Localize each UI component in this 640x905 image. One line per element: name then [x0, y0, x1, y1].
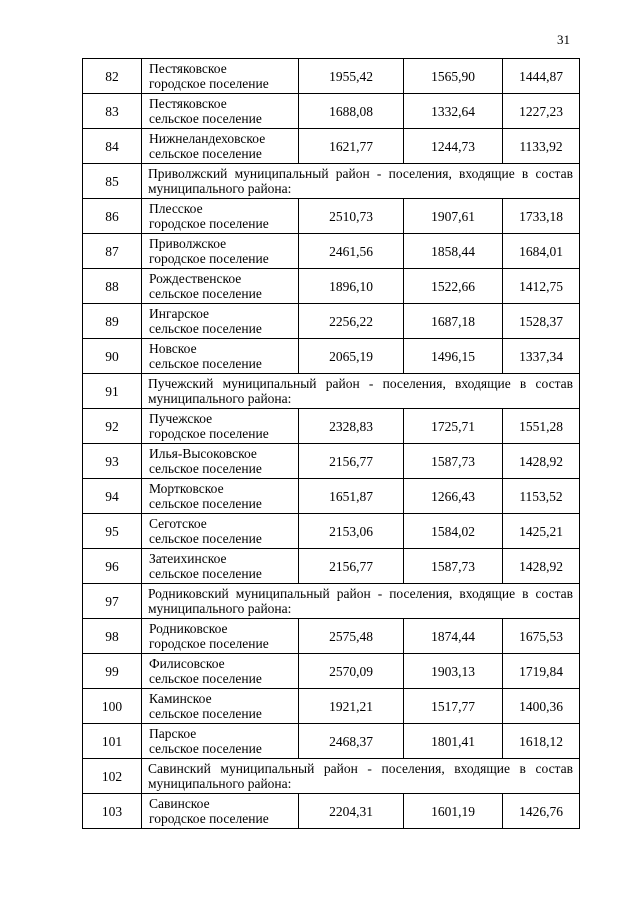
- settlement-type-line: городское поселение: [149, 76, 269, 91]
- settlement-name: [142, 409, 299, 444]
- settlement-name: [142, 689, 299, 724]
- settlement-name: [142, 234, 299, 269]
- settlement-type-line: городское поселение: [149, 216, 269, 231]
- settlement-name-line: Родниковское: [149, 621, 228, 636]
- table-body: [83, 59, 580, 829]
- settlement-type-line: сельское поселение: [149, 146, 262, 161]
- value-cell-3: 1428,92: [503, 444, 580, 479]
- table-row: [83, 619, 580, 654]
- region-header-row: [83, 374, 580, 409]
- settlement-name-line: Пучежское: [149, 411, 213, 426]
- row-number: 91: [83, 374, 142, 409]
- table-row: [83, 549, 580, 584]
- settlement-name: [142, 304, 299, 339]
- table-row: [83, 304, 580, 339]
- value-cell-1: 2570,09: [299, 654, 404, 689]
- row-number: 85: [83, 164, 142, 199]
- row-number: 99: [83, 654, 142, 689]
- region-title: Савинский муниципальный район - поселения, входящие в состав муниципального района:: [142, 759, 580, 794]
- value-cell-3: 1425,21: [503, 514, 580, 549]
- value-cell-2: 1725,71: [404, 409, 503, 444]
- table-row: [83, 689, 580, 724]
- settlement-name-line: Илья-Высоковское: [149, 446, 257, 461]
- value-cell-3: 1675,53: [503, 619, 580, 654]
- settlement-type-line: сельское поселение: [149, 566, 262, 581]
- settlement-name-line: Затеихинское: [149, 551, 227, 566]
- value-cell-2: 1907,61: [404, 199, 503, 234]
- value-cell-2: 1517,77: [404, 689, 503, 724]
- settlement-name: [142, 129, 299, 164]
- row-number: 82: [83, 59, 142, 94]
- row-number: 92: [83, 409, 142, 444]
- table-row: [83, 129, 580, 164]
- value-cell-2: 1332,64: [404, 94, 503, 129]
- value-cell-3: 1428,92: [503, 549, 580, 584]
- row-number: 103: [83, 794, 142, 829]
- settlement-name-line: Каминское: [149, 691, 212, 706]
- value-cell-3: 1412,75: [503, 269, 580, 304]
- settlement-type-line: городское поселение: [149, 811, 269, 826]
- settlement-name-line: Плесское: [149, 201, 203, 216]
- value-cell-1: 2065,19: [299, 339, 404, 374]
- value-cell-1: 1621,77: [299, 129, 404, 164]
- settlement-type-line: сельское поселение: [149, 356, 262, 371]
- value-cell-1: 1955,42: [299, 59, 404, 94]
- region-title: Родниковский муниципальный район - поселения, входящие в состав муниципального района:: [142, 584, 580, 619]
- table-row: [83, 409, 580, 444]
- row-number: 102: [83, 759, 142, 794]
- table-row: [83, 479, 580, 514]
- value-cell-2: 1601,19: [404, 794, 503, 829]
- settlement-name: [142, 479, 299, 514]
- value-cell-1: 2468,37: [299, 724, 404, 759]
- settlement-name: [142, 444, 299, 479]
- value-cell-2: 1903,13: [404, 654, 503, 689]
- value-cell-1: 2204,31: [299, 794, 404, 829]
- value-cell-1: 1896,10: [299, 269, 404, 304]
- value-cell-1: 2153,06: [299, 514, 404, 549]
- settlement-type-line: городское поселение: [149, 251, 269, 266]
- row-number: 93: [83, 444, 142, 479]
- settlement-type-line: сельское поселение: [149, 321, 262, 336]
- settlement-name-line: Приволжское: [149, 236, 227, 251]
- settlement-name-line: Парское: [149, 726, 197, 741]
- settlement-type-line: сельское поселение: [149, 741, 262, 756]
- region-title: Пучежский муниципальный район - поселения, входящие в состав муниципального района:: [142, 374, 580, 409]
- settlement-type-line: сельское поселение: [149, 706, 262, 721]
- settlement-name-line: Савинское: [149, 796, 210, 811]
- value-cell-2: 1874,44: [404, 619, 503, 654]
- value-cell-2: 1858,44: [404, 234, 503, 269]
- settlement-type-line: сельское поселение: [149, 671, 262, 686]
- row-number: 84: [83, 129, 142, 164]
- value-cell-2: 1565,90: [404, 59, 503, 94]
- value-cell-2: 1584,02: [404, 514, 503, 549]
- settlement-name-line: Рождественское: [149, 271, 242, 286]
- value-cell-1: 2156,77: [299, 549, 404, 584]
- settlement-type-line: городское поселение: [149, 426, 269, 441]
- value-cell-2: 1266,43: [404, 479, 503, 514]
- value-cell-3: 1227,23: [503, 94, 580, 129]
- value-cell-1: 2461,56: [299, 234, 404, 269]
- value-cell-3: 1337,34: [503, 339, 580, 374]
- value-cell-2: 1587,73: [404, 444, 503, 479]
- value-cell-1: 2156,77: [299, 444, 404, 479]
- value-cell-2: 1496,15: [404, 339, 503, 374]
- value-cell-3: 1153,52: [503, 479, 580, 514]
- value-cell-1: 2256,22: [299, 304, 404, 339]
- region-title: Приволжский муниципальный район - поселения, входящие в состав муниципального района:: [142, 164, 580, 199]
- settlement-name: [142, 794, 299, 829]
- settlement-type-line: сельское поселение: [149, 496, 262, 511]
- settlement-name: [142, 339, 299, 374]
- table-row: [83, 654, 580, 689]
- value-cell-1: 1688,08: [299, 94, 404, 129]
- value-cell-2: 1244,73: [404, 129, 503, 164]
- settlement-name: [142, 654, 299, 689]
- row-number: 95: [83, 514, 142, 549]
- settlement-values-table: [82, 58, 580, 829]
- table-row: [83, 94, 580, 129]
- row-number: 94: [83, 479, 142, 514]
- table-row: [83, 269, 580, 304]
- value-cell-3: 1444,87: [503, 59, 580, 94]
- settlement-name: [142, 619, 299, 654]
- row-number: 88: [83, 269, 142, 304]
- table-row: [83, 199, 580, 234]
- value-cell-3: 1618,12: [503, 724, 580, 759]
- value-cell-3: 1426,76: [503, 794, 580, 829]
- settlement-name: [142, 549, 299, 584]
- settlement-type-line: сельское поселение: [149, 286, 262, 301]
- table-row: [83, 514, 580, 549]
- value-cell-2: 1801,41: [404, 724, 503, 759]
- settlement-name: [142, 59, 299, 94]
- row-number: 100: [83, 689, 142, 724]
- settlement-name-line: Новское: [149, 341, 197, 356]
- settlement-type-line: сельское поселение: [149, 461, 262, 476]
- settlement-name-line: Сеготское: [149, 516, 207, 531]
- settlement-name-line: Пестяковское: [149, 96, 227, 111]
- row-number: 101: [83, 724, 142, 759]
- table-row: [83, 234, 580, 269]
- row-number: 97: [83, 584, 142, 619]
- settlement-name: [142, 514, 299, 549]
- value-cell-3: 1719,84: [503, 654, 580, 689]
- value-cell-1: 2575,48: [299, 619, 404, 654]
- settlement-type-line: сельское поселение: [149, 111, 262, 126]
- row-number: 90: [83, 339, 142, 374]
- value-cell-1: 1921,21: [299, 689, 404, 724]
- value-cell-1: 2510,73: [299, 199, 404, 234]
- region-header-row: [83, 164, 580, 199]
- value-cell-1: 1651,87: [299, 479, 404, 514]
- value-cell-3: 1733,18: [503, 199, 580, 234]
- settlement-name: [142, 94, 299, 129]
- settlement-type-line: сельское поселение: [149, 531, 262, 546]
- page-number: 31: [557, 32, 570, 47]
- table-row: [83, 444, 580, 479]
- table-row: [83, 339, 580, 374]
- value-cell-2: 1687,18: [404, 304, 503, 339]
- row-number: 89: [83, 304, 142, 339]
- row-number: 98: [83, 619, 142, 654]
- table-row: [83, 794, 580, 829]
- value-cell-2: 1522,66: [404, 269, 503, 304]
- settlement-name: [142, 724, 299, 759]
- table-row: [83, 59, 580, 94]
- settlement-name-line: Нижнеландеховское: [149, 131, 266, 146]
- row-number: 86: [83, 199, 142, 234]
- value-cell-1: 2328,83: [299, 409, 404, 444]
- settlement-name-line: Мортковское: [149, 481, 224, 496]
- row-number: 83: [83, 94, 142, 129]
- row-number: 87: [83, 234, 142, 269]
- settlement-name-line: Пестяковское: [149, 61, 227, 76]
- table-row: [83, 724, 580, 759]
- settlement-name: [142, 269, 299, 304]
- region-header-row: [83, 584, 580, 619]
- row-number: 96: [83, 549, 142, 584]
- value-cell-3: 1528,37: [503, 304, 580, 339]
- value-cell-3: 1551,28: [503, 409, 580, 444]
- settlement-type-line: городское поселение: [149, 636, 269, 651]
- settlement-name-line: Ингарское: [149, 306, 210, 321]
- value-cell-3: 1684,01: [503, 234, 580, 269]
- settlement-name-line: Филисовское: [149, 656, 225, 671]
- value-cell-3: 1133,92: [503, 129, 580, 164]
- settlement-name: [142, 199, 299, 234]
- value-cell-3: 1400,36: [503, 689, 580, 724]
- value-cell-2: 1587,73: [404, 549, 503, 584]
- region-header-row: [83, 759, 580, 794]
